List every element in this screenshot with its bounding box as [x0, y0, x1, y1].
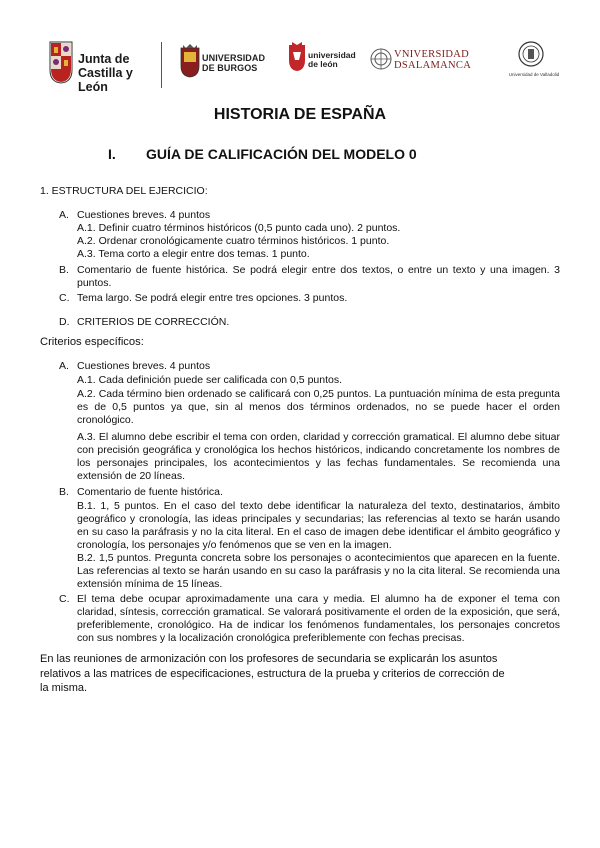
- structure-c-text: Tema largo. Se podrá elegir entre tres opciones. 3 puntos.: [77, 292, 348, 304]
- closing-paragraph: En las reuniones de armonización con los profesores de secundaria se explicarán los asuntos relativos a las matrices de especificaciones, estructura de la prueba y criterios de corrección de la misma.: [40, 653, 505, 694]
- structure-a2: A.2. Ordenar cronológicamente cuatro términos históricos. 1 punto.: [77, 235, 390, 247]
- burgos-crest-icon: [180, 44, 200, 78]
- criteria-b-marker: B.: [59, 486, 69, 498]
- logo-junta-castilla-leon: [48, 38, 160, 94]
- criteria-b2: B.2. 1,5 puntos. Pregunta concreta sobre los personajes o acontecimientos que aparecen en la fuente. Las referencias al texto se harán usando en su caso la paráfrasis y no la cita literal. Se recomienda una extensión mínima de 15 líneas.: [77, 552, 560, 590]
- structure-d-marker: D.: [59, 316, 70, 328]
- structure-a1: A.1. Definir cuatro términos históricos (0,5 punto cada uno). 2 puntos.: [77, 222, 401, 234]
- criteria-a2: A.2. Cada término bien ordenado se calificará con 0,25 puntos. La puntuación mínima de esta pregunta es de 0,5 puntos ya que, sin al menos dos términos ordenados, no se puede hacer el orden cronológico.: [77, 388, 560, 426]
- logo-universidad-salamanca: [370, 44, 480, 80]
- criteria-a1: A.1. Cada definición puede ser calificada con 0,5 puntos.: [77, 374, 343, 386]
- criteria-b-text: Comentario de fuente histórica.: [77, 486, 223, 498]
- structure-a-text: Cuestiones breves. 4 puntos: [77, 209, 211, 221]
- structure-heading: 1. ESTRUCTURA DEL EJERCICIO:: [40, 185, 208, 197]
- salamanca-crest-icon: [370, 44, 392, 74]
- criteria-c-marker: C.: [59, 593, 70, 605]
- logo-salamanca-line2: DSALAMANCA: [394, 60, 472, 71]
- criteria-heading: Criterios específicos:: [40, 336, 144, 348]
- castilla-leon-shield-icon: [48, 40, 74, 84]
- structure-b-text: Comentario de fuente histórica. Se podrá elegir entre dos textos, o entre un texto y una imagen. 3 puntos.: [77, 264, 560, 289]
- logo-jcyl-line1: Junta de: [78, 52, 130, 66]
- criteria-b1: B.1. 1, 5 puntos. En el caso del texto debe identificar la naturaleza del texto, destinatarios, ámbito geográfico y cronología, las ideas principales y secundarias; las referencias al texto se harán usando en su caso la paráfrasis y no la cita literal. En el caso de imagen debe identificar el ámbito geográfico y cronología, los personajes y/o fenómenos que se ven en la imagen.: [77, 500, 560, 551]
- structure-c-marker: C.: [59, 292, 70, 304]
- criteria-a-marker: A.: [59, 360, 69, 372]
- logo-universidad-valladolid: [488, 40, 580, 84]
- header-logos: [40, 38, 580, 94]
- logo-burgos-line1: UNIVERSIDAD: [202, 53, 266, 63]
- page-title: HISTORIA DE ESPAÑA: [213, 106, 387, 123]
- logo-leon-line1: universidad: [308, 50, 356, 60]
- logo-burgos-line2: DE BURGOS: [202, 63, 258, 73]
- logo-valladolid-text: Universidad de Valladolid: [508, 72, 560, 77]
- logo-salamanca-line1: VNIVERSIDAD: [394, 49, 470, 60]
- criteria-a3: A.3. El alumno debe escribir el tema con orden, claridad y corrección gramatical. El alumno debe situar con precisión geográfica y cronológica los hechos históricos, indicando concretamente los nombres de los personajes principales, los acontecimientos y las fechas fundamentales. Se recomienda una extensión de 20 líneas.: [77, 431, 560, 482]
- valladolid-seal-icon: [517, 40, 545, 70]
- header-divider: [161, 42, 162, 88]
- leon-crest-icon: [288, 42, 306, 72]
- section-number: I.: [108, 146, 116, 162]
- logo-jcyl-line2: Castilla y León: [78, 66, 133, 94]
- criteria-a-text: Cuestiones breves. 4 puntos: [77, 360, 211, 372]
- logo-universidad-leon: [288, 42, 358, 82]
- structure-d-text: CRITERIOS DE CORRECCIÓN.: [77, 316, 230, 328]
- section-title-text: GUÍA DE CALIFICACIÓN DEL MODELO 0: [146, 146, 417, 162]
- criteria-c-text: El tema debe ocupar aproximadamente una cara y media. El alumno ha de exponer el tema con claridad, síntesis, corrección gramatical. Se valorará positivamente el orden de la exposición, que será, preferiblemente, cronológico. Ha de indicar los fenómenos fundamentales, los personajes concretos con sus nombres y la localización cronológica preferiblemente con fechas precisas.: [77, 593, 560, 644]
- structure-a-marker: A.: [59, 209, 69, 221]
- logo-leon-line2: de león: [308, 59, 338, 69]
- logo-universidad-burgos: [180, 44, 276, 84]
- structure-a3: A.3. Tema corto a elegir entre dos temas. 1 punto.: [77, 248, 310, 260]
- structure-b-marker: B.: [59, 264, 69, 276]
